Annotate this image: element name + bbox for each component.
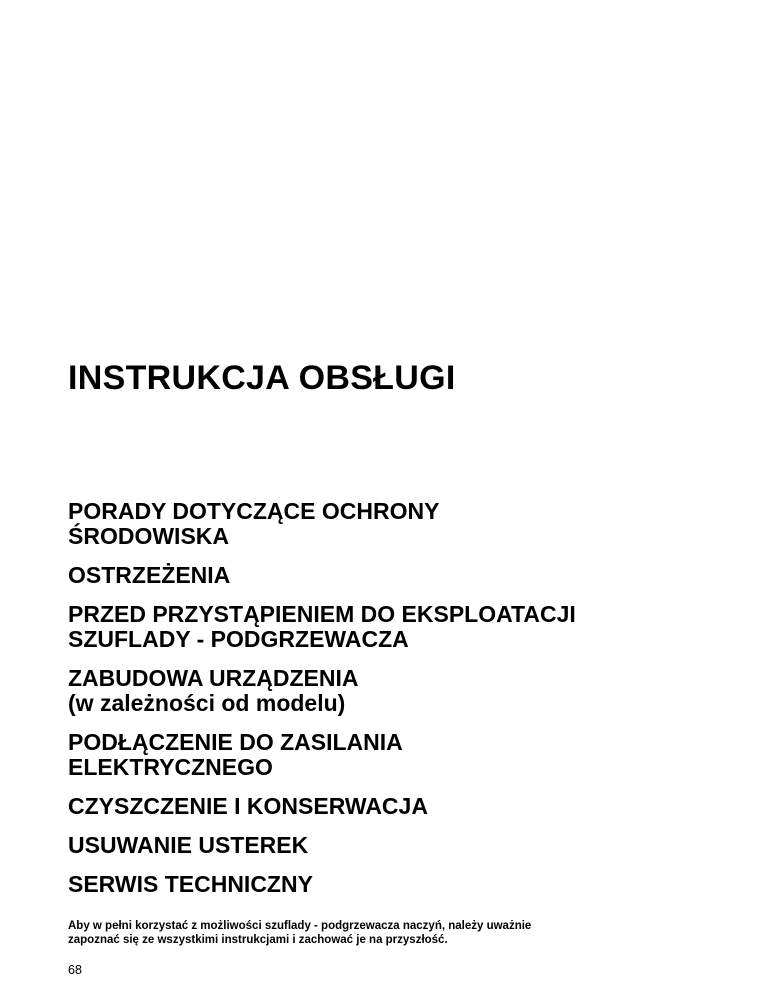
toc-line: SZUFLADY - PODGRZEWACZA	[68, 626, 409, 652]
toc-item-before-use	[68, 602, 758, 652]
toc-item-electrical-connection	[68, 730, 758, 780]
intro-line: zapoznać się ze wszystkimi instrukcjami i zachować je na przyszłość.	[68, 933, 448, 946]
intro-line: Aby w pełni korzystać z możliwości szuflady - podgrzewacza naczyń, należy uważnie	[68, 920, 532, 932]
toc-item-cleaning	[68, 794, 758, 819]
toc-line: SERWIS TECHNICZNY	[68, 871, 313, 897]
toc-item-service	[68, 872, 758, 897]
page-number: 68	[68, 963, 82, 977]
toc-item-troubleshooting	[68, 833, 758, 858]
toc-line: ŚRODOWISKA	[68, 523, 229, 549]
toc-line: USUWANIE USTEREK	[68, 832, 309, 858]
toc-line: ZABUDOWA URZĄDZENIA	[68, 665, 359, 691]
toc-item-warnings	[68, 563, 758, 588]
toc-line: PORADY DOTYCZĄCE OCHRONY	[68, 498, 440, 524]
toc-item-environment	[68, 499, 758, 549]
toc-line: CZYSZCZENIE I KONSERWACJA	[68, 793, 428, 819]
table-of-contents	[68, 499, 758, 911]
toc-line: PRZED PRZYSTĄPIENIEM DO EKSPLOATACJI	[68, 601, 576, 627]
intro-note	[68, 920, 728, 947]
page-title: INSTRUKCJA OBSŁUGI	[68, 359, 456, 397]
toc-line: (w zależności od modelu)	[68, 690, 346, 716]
toc-line: ELEKTRYCZNEGO	[68, 754, 273, 780]
toc-item-installation	[68, 666, 758, 716]
toc-line: PODŁĄCZENIE DO ZASILANIA	[68, 729, 403, 755]
toc-line: OSTRZEŻENIA	[68, 562, 231, 588]
